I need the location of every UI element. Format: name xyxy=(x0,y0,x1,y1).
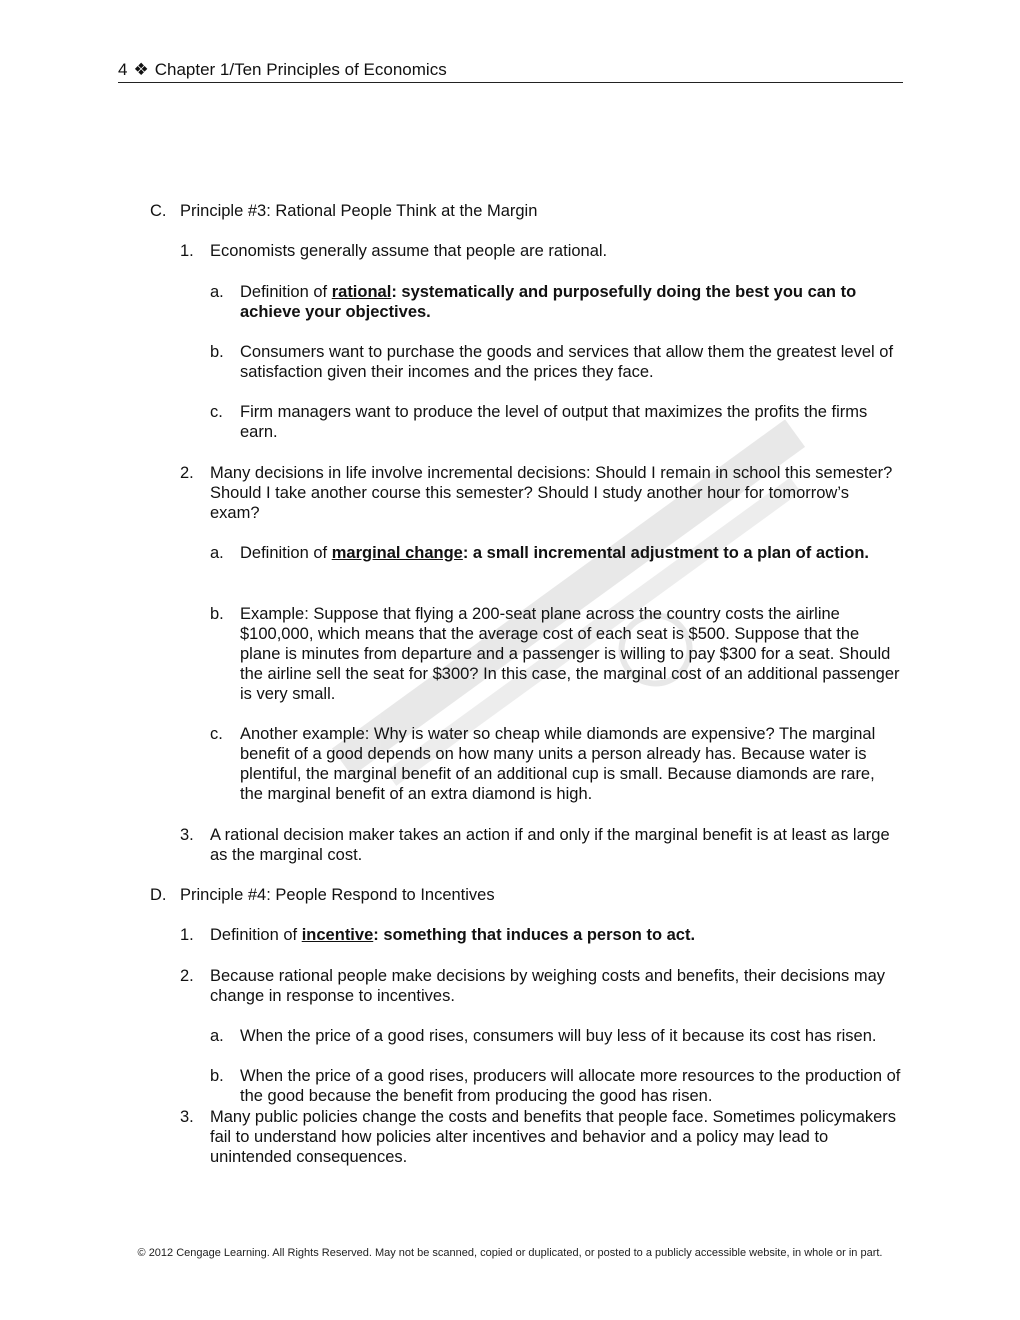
list-item xyxy=(210,724,902,804)
list-item xyxy=(180,825,902,865)
separator-glyph: ❖ xyxy=(133,60,149,79)
definition-prefix: Definition of xyxy=(210,926,302,944)
outline-marker: 2. xyxy=(180,967,194,985)
outline-marker: a. xyxy=(210,283,224,301)
outline-marker: a. xyxy=(210,1027,224,1045)
item-text: Consumers want to purchase the goods and services that allow them the greatest level of satisfaction given their incomes and the prices they face. xyxy=(240,343,894,381)
item-text: A rational decision maker takes an action if and only if the marginal benefit is at least as large as the marginal cost. xyxy=(210,826,890,864)
outline-marker: 3. xyxy=(180,1108,194,1126)
definition-body: : systematically and purposefully doing the best you can to achieve your objectives. xyxy=(240,283,857,321)
list-item xyxy=(210,282,902,322)
outline-marker: c. xyxy=(210,725,223,743)
item-text: Many decisions in life involve incremental decisions: Should I remain in school this semester? Should I take another course this semester? Should I study another hour for tomorrow’s exam? xyxy=(210,464,893,522)
item-text: When the price of a good rises, consumers will buy less of it because its cost has risen. xyxy=(240,1027,877,1045)
definition-text xyxy=(210,925,902,945)
outline-marker: b. xyxy=(210,1067,224,1085)
outline-marker: D. xyxy=(150,886,167,904)
definition-body: : a small incremental adjustment to a plan of action. xyxy=(462,544,870,562)
outline-marker: 2. xyxy=(180,464,194,482)
list-item xyxy=(210,342,902,382)
outline-marker: b. xyxy=(210,605,224,623)
item-text: Firm managers want to produce the level of output that maximizes the profits the firms earn. xyxy=(240,403,868,441)
definition-prefix: Definition of xyxy=(240,544,332,562)
item-text: Example: Suppose that flying a 200-seat plane across the country costs the airline $100,000, which means that the average cost of each seat is $500. Suppose that the plane is minutes from departure and a passenger is willing to pay $300 for a seat. Should the airline sell the seat for $300? In this case, the marginal cost of an additional passenger is very small. xyxy=(240,605,900,703)
definition-prefix: Definition of xyxy=(240,283,332,301)
definition-text xyxy=(240,543,902,563)
item-text: Economists generally assume that people are rational. xyxy=(210,242,608,260)
outline-marker: 1. xyxy=(180,242,194,260)
item-text: Many public policies change the costs and benefits that people face. Sometimes policymakers fail to understand how policies alter incentives and behavior and a policy may lead to unintended consequences. xyxy=(210,1108,897,1166)
list-item xyxy=(180,1107,902,1167)
list-item xyxy=(210,543,902,563)
outline-marker: C. xyxy=(150,202,167,220)
key-term: incentive xyxy=(301,926,374,944)
definition-text xyxy=(240,282,902,322)
outline-marker: b. xyxy=(210,343,224,361)
outline-marker: a. xyxy=(210,544,224,562)
heading-text: Principle #3: Rational People Think at the Margin xyxy=(180,202,538,220)
heading-text: Principle #4: People Respond to Incentives xyxy=(180,886,495,904)
running-title: Chapter 1/Ten Principles of Economics xyxy=(154,60,447,79)
key-term: marginal change xyxy=(331,544,463,562)
list-item xyxy=(180,925,902,945)
list-item xyxy=(180,463,902,523)
list-item xyxy=(210,1066,902,1106)
page-number: 4 xyxy=(118,60,128,79)
section-c-heading xyxy=(150,201,910,221)
list-item xyxy=(180,966,902,1006)
outline-marker: 1. xyxy=(180,926,194,944)
definition-body: : something that induces a person to act. xyxy=(373,926,696,944)
list-item xyxy=(180,241,902,261)
section-d-heading xyxy=(150,885,910,905)
running-header xyxy=(118,58,903,83)
item-text: Another example: Why is water so cheap while diamonds are expensive? The marginal benefit of a good depends on how many units a person already has. Because water is plentiful, the marginal benefit of an additional cup is small. Because diamonds are rare, the marginal benefit of an extra diamond is high. xyxy=(240,725,876,803)
list-item xyxy=(210,402,902,442)
item-text: Because rational people make decisions by weighing costs and benefits, their decisions may change in response to incentives. xyxy=(210,967,886,1005)
key-term: rational xyxy=(331,283,392,301)
copyright-footer: © 2012 Cengage Learning. All Rights Reserved. May not be scanned, copied or duplicated, or posted to a publicly accessible website, in whole or in part. xyxy=(137,1247,883,1259)
outline-marker: c. xyxy=(210,403,223,421)
list-item xyxy=(210,1026,902,1046)
list-item xyxy=(210,604,902,704)
item-text: When the price of a good rises, producers will allocate more resources to the production of the good because the benefit from producing the good has risen. xyxy=(240,1067,901,1105)
outline-marker: 3. xyxy=(180,826,194,844)
